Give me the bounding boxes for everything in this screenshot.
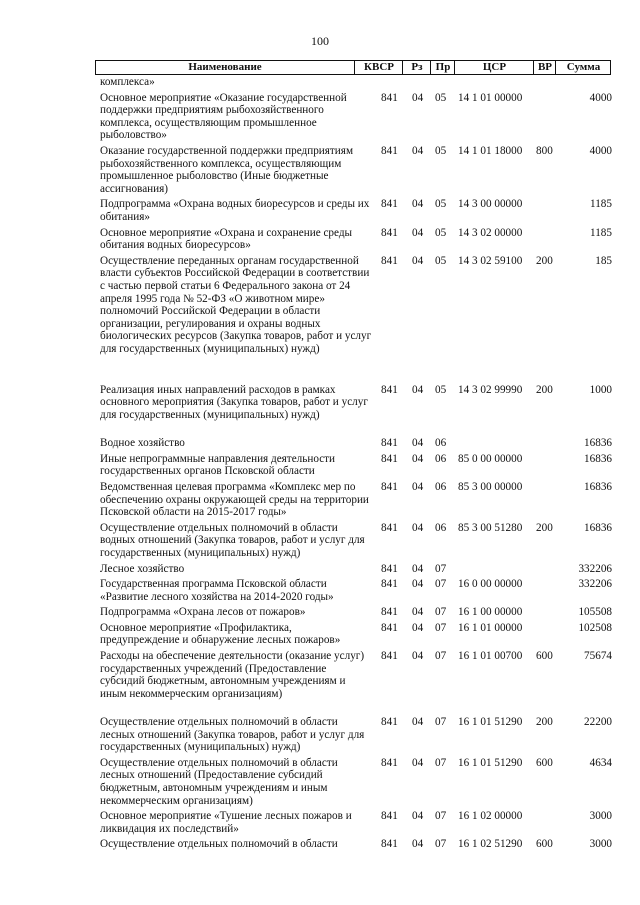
cell-name: Осуществление отдельных полномочий в области — [100, 838, 338, 851]
cell-csr: 85 3 00 51280 — [458, 521, 523, 534]
cell-vr: 600 — [536, 756, 553, 769]
cell-sum: 1000 — [589, 383, 612, 396]
cell-rz: 04 — [412, 437, 424, 450]
cell-csr: 14 3 02 00000 — [458, 226, 523, 239]
header-sum: Сумма — [555, 61, 611, 74]
header-rz: Рз — [402, 61, 431, 74]
cell-csr: 16 0 00 00000 — [458, 578, 523, 591]
cell-sum: 332206 — [578, 562, 612, 575]
table-row — [100, 76, 612, 89]
cell-kvsr: 841 — [381, 198, 398, 211]
table-row — [100, 92, 612, 142]
cell-name: Государственная программа Псковской области «Развитие лесного хозяйства на 2014-2020 годы» — [100, 578, 334, 603]
header-kvsr: КВСР — [354, 61, 403, 74]
table-row — [100, 716, 612, 754]
table-row — [100, 650, 612, 713]
cell-pr: 05 — [435, 144, 447, 157]
cell-sum: 1185 — [590, 198, 612, 211]
cell-name: Осуществление отдельных полномочий в области лесных отношений (Предоставление субсидий бюджетным, автономным учреждениям и иным некоммерческим организациям) — [100, 756, 338, 807]
cell-pr: 07 — [435, 716, 447, 729]
header-name: Наименование — [188, 61, 262, 73]
cell-rz: 04 — [412, 254, 424, 267]
cell-kvsr: 841 — [381, 756, 398, 769]
table-row — [100, 563, 612, 576]
cell-pr: 07 — [435, 621, 447, 634]
cell-name: комплекса» — [100, 76, 155, 88]
cell-sum: 332206 — [578, 578, 612, 591]
cell-pr: 07 — [435, 650, 447, 663]
table-row — [100, 227, 612, 252]
cell-vr: 600 — [536, 838, 553, 851]
cell-csr: 14 3 00 00000 — [458, 198, 523, 211]
cell-pr: 07 — [435, 578, 447, 591]
cell-rz: 04 — [412, 578, 424, 591]
cell-sum: 75674 — [584, 650, 612, 663]
cell-vr: 600 — [536, 650, 553, 663]
cell-name: Подпрограмма «Охрана водных биоресурсов и среды их обитания» — [100, 198, 370, 223]
cell-sum: 1185 — [590, 226, 612, 239]
table-row — [100, 453, 612, 478]
cell-kvsr: 841 — [381, 650, 398, 663]
cell-csr: 14 1 01 18000 — [458, 144, 523, 157]
cell-name: Основное мероприятие «Охрана и сохранение среды обитания водных биоресурсов» — [100, 226, 353, 252]
cell-kvsr: 841 — [381, 254, 398, 267]
cell-pr: 06 — [435, 437, 447, 450]
cell-pr: 05 — [435, 383, 447, 396]
table-row — [100, 522, 612, 560]
cell-rz: 04 — [412, 521, 424, 534]
cell-name: Основное мероприятие «Тушение лесных пожаров и ликвидация их последствий» — [100, 810, 352, 835]
cell-rz: 04 — [412, 606, 424, 619]
cell-kvsr: 841 — [381, 144, 398, 157]
cell-kvsr: 841 — [381, 480, 398, 493]
cell-rz: 04 — [412, 621, 424, 634]
cell-pr: 06 — [435, 521, 447, 534]
cell-kvsr: 841 — [381, 226, 398, 239]
cell-sum: 185 — [595, 254, 612, 267]
cell-vr: 200 — [536, 716, 553, 729]
table-row — [100, 198, 612, 223]
page-number: 100 — [311, 34, 329, 48]
table-row — [100, 810, 612, 835]
table-row — [100, 255, 612, 381]
cell-rz: 04 — [412, 91, 424, 104]
cell-pr: 06 — [435, 452, 447, 465]
cell-csr: 16 1 01 00000 — [458, 621, 523, 634]
cell-sum: 105508 — [578, 606, 612, 619]
header-csr: ЦСР — [454, 61, 534, 74]
cell-kvsr: 841 — [381, 578, 398, 591]
cell-name: Осуществление переданных органам государственной власти субъектов Российской Федерации в соответствии с частью первой статьи 6 Федерального закона от 24 апреля 1995 года № 52-ФЗ «О животном мире» полномочий Российской Федерации в области организации, регулирования и охраны водных биологических ресурсов (Закупка товаров, работ и услуг для государственных (муниципальных) нужд) — [100, 254, 372, 355]
cell-kvsr: 841 — [381, 437, 398, 450]
cell-pr: 05 — [435, 254, 447, 267]
cell-pr: 07 — [435, 562, 447, 575]
cell-kvsr: 841 — [381, 452, 398, 465]
table-row — [100, 384, 612, 434]
cell-kvsr: 841 — [381, 621, 398, 634]
cell-rz: 04 — [412, 810, 424, 823]
cell-name: Осуществление отдельных полномочий в области лесных отношений (Закупка товаров, работ и услуг для государственных (муниципальных) нужд) — [100, 716, 365, 754]
header-pr: Пр — [430, 61, 455, 74]
cell-csr: 16 1 01 00700 — [458, 650, 523, 663]
cell-csr: 14 3 02 59100 — [458, 254, 523, 267]
cell-pr: 06 — [435, 480, 447, 493]
cell-sum: 102508 — [578, 621, 612, 634]
cell-kvsr: 841 — [381, 383, 398, 396]
cell-sum: 4000 — [589, 144, 612, 157]
cell-csr: 16 1 00 00000 — [458, 606, 523, 619]
cell-rz: 04 — [412, 716, 424, 729]
cell-rz: 04 — [412, 226, 424, 239]
cell-vr: 200 — [536, 254, 553, 267]
cell-name: Лесное хозяйство — [100, 562, 185, 575]
cell-name: Основное мероприятие «Профилактика, предупреждение и обнаружение лесных пожаров» — [100, 621, 341, 647]
cell-sum: 16836 — [584, 521, 612, 534]
cell-rz: 04 — [412, 756, 424, 769]
cell-kvsr: 841 — [381, 838, 398, 851]
cell-name: Осуществление отдельных полномочий в области водных отношений (Закупка товаров, работ и услуг для государственных (муниципальных) нужд) — [100, 521, 365, 559]
cell-kvsr: 841 — [381, 810, 398, 823]
table-row — [100, 757, 612, 807]
cell-name: Расходы на обеспечение деятельности (оказание услуг) государственных учреждений (Предоставление субсидий бюджетным, автономным учреждениям и иным некоммерческим организациям) — [100, 650, 365, 700]
cell-sum: 3000 — [589, 838, 612, 851]
cell-pr: 05 — [435, 91, 447, 104]
cell-pr: 07 — [435, 756, 447, 769]
cell-csr: 85 0 00 00000 — [458, 452, 523, 465]
cell-csr: 14 1 01 00000 — [458, 91, 523, 104]
cell-rz: 04 — [412, 650, 424, 663]
cell-name: Иные непрограммные направления деятельности государственных органов Псковской области — [100, 452, 336, 478]
cell-csr: 16 1 01 51290 — [458, 716, 523, 729]
cell-kvsr: 841 — [381, 606, 398, 619]
cell-kvsr: 841 — [381, 562, 398, 575]
cell-pr: 07 — [435, 838, 447, 851]
table-row — [100, 145, 612, 195]
table-header — [95, 60, 611, 75]
cell-sum: 16836 — [584, 480, 612, 493]
cell-name: Реализация иных направлений расходов в рамках основного мероприятия (Закупка товаров, работ и услуг для государственных (муниципальных) нужд) — [100, 383, 368, 421]
cell-pr: 07 — [435, 810, 447, 823]
cell-sum: 16836 — [584, 437, 612, 450]
cell-kvsr: 841 — [381, 716, 398, 729]
cell-name: Водное хозяйство — [100, 437, 185, 450]
table-body — [100, 76, 612, 854]
table-row — [100, 606, 612, 619]
cell-csr: 14 3 02 99990 — [458, 383, 523, 396]
cell-vr: 200 — [536, 383, 553, 396]
cell-rz: 04 — [412, 562, 424, 575]
cell-csr: 16 1 02 00000 — [458, 810, 523, 823]
cell-sum: 16836 — [584, 452, 612, 465]
cell-kvsr: 841 — [381, 521, 398, 534]
cell-vr: 200 — [536, 521, 553, 534]
table-row — [100, 578, 612, 603]
cell-sum: 4000 — [589, 91, 612, 104]
cell-sum: 22200 — [584, 716, 612, 729]
table-row — [100, 437, 612, 450]
cell-csr: 16 1 02 51290 — [458, 838, 523, 851]
cell-pr: 05 — [435, 198, 447, 211]
cell-rz: 04 — [412, 383, 424, 396]
cell-rz: 04 — [412, 838, 424, 851]
cell-name: Оказание государственной поддержки предприятиям рыбохозяйственного комплекса, осуществляющим промышленное рыболовство (Иные бюджетные ассигнования) — [100, 144, 354, 195]
table-row — [100, 622, 612, 647]
cell-rz: 04 — [412, 144, 424, 157]
cell-sum: 3000 — [589, 810, 612, 823]
cell-rz: 04 — [412, 198, 424, 211]
cell-rz: 04 — [412, 480, 424, 493]
cell-csr: 85 3 00 00000 — [458, 480, 523, 493]
cell-rz: 04 — [412, 452, 424, 465]
cell-pr: 05 — [435, 226, 447, 239]
cell-sum: 4634 — [589, 756, 612, 769]
table-row — [100, 838, 612, 851]
cell-pr: 07 — [435, 606, 447, 619]
table-row — [100, 481, 612, 519]
cell-name: Подпрограмма «Охрана лесов от пожаров» — [100, 606, 306, 619]
cell-vr: 800 — [536, 144, 553, 157]
cell-name: Ведомственная целевая программа «Комплекс мер по обеспечению охраны окружающей среды на территории Псковской области на 2015-2017 годы» — [100, 480, 369, 519]
cell-kvsr: 841 — [381, 91, 398, 104]
cell-name: Основное мероприятие «Оказание государственной поддержки предприятиям рыбохозяйственного комплекса, осуществляющим промышленное рыболовство» — [100, 91, 347, 142]
header-vr: ВР — [533, 61, 556, 74]
cell-csr: 16 1 01 51290 — [458, 756, 523, 769]
